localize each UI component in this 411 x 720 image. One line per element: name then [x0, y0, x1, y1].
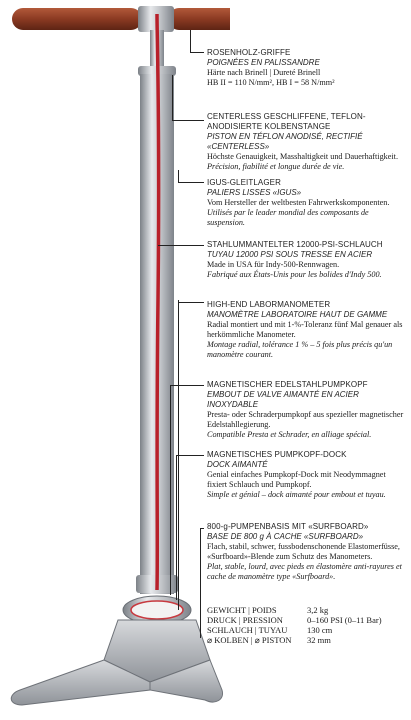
leader-line	[178, 302, 204, 303]
feature-igus-bearing	[207, 178, 407, 228]
feature-text: Vom Hersteller der weltbesten Fahrwerkskomponenten.	[207, 198, 390, 207]
feature-rosewood-grips	[207, 48, 407, 88]
feature-text: Genial einfaches Pumpkopf-Dock mit Neodymmagnet fixiert Schlauch und Pumpkopf.	[207, 470, 386, 489]
leader-line	[200, 528, 201, 638]
spec-value: 32 mm	[307, 635, 331, 645]
spec-key: SCHLAUCH | TUYAU	[207, 625, 288, 635]
feature-gauge	[207, 300, 407, 360]
spec-key: ⌀ KOLBEN | ⌀ PISTON	[207, 635, 292, 645]
leader-line	[170, 385, 204, 386]
feature-heading: STAHLUMMANTELTER 12000-PSI-SCHLAUCH	[207, 240, 383, 249]
feature-text: Radial montiert und mit 1-%-Toleranz fünf Mal genauer als herkömmliche Manometer.	[207, 320, 403, 339]
leader-line	[178, 182, 204, 183]
feature-text: Presta- oder Schraderpumpkopf aus spezieller magnetischer Edelstahllegierung.	[207, 410, 404, 429]
feature-heading-fr: DOCK AIMANTÉ	[207, 460, 268, 469]
feature-hose	[207, 240, 407, 280]
feature-heading-fr: EMBOUT DE VALVE AIMANTÉ EN ACIER INOXYDABLE	[207, 390, 359, 409]
spec-row	[207, 625, 407, 635]
leader-line	[178, 170, 179, 182]
feature-heading-fr: TUYAU 12000 PSI SOUS TRESSE EN ACIER	[207, 250, 373, 259]
feature-heading-fr: MANOMÈTRE LABORATOIRE HAUT DE GAMME	[207, 310, 388, 319]
feature-dock	[207, 450, 407, 500]
spec-value: 3,2 kg	[307, 605, 329, 615]
leader-line	[200, 528, 204, 529]
feature-text-fr: Compatible Presta et Schrader, en alliage spécial.	[207, 430, 372, 439]
spec-value: 0–160 PSI (0–11 Bar)	[307, 615, 382, 625]
spec-row	[207, 615, 407, 625]
leader-line	[176, 455, 177, 600]
feature-text: Härte nach Brinell | Dureté Brinell	[207, 68, 321, 77]
feature-heading-fr: PALIERS LISSES «IGUS»	[207, 188, 302, 197]
leader-line	[172, 120, 204, 121]
spec-value: 130 cm	[307, 625, 333, 635]
leader-line	[172, 75, 173, 120]
feature-text-fr: Précision, fiabilité et longue durée de vie.	[207, 162, 345, 171]
spec-row	[207, 605, 407, 615]
feature-text-fr: Utilisés par le leader mondial des composants de suspension.	[207, 208, 369, 227]
feature-heading: 800-g-PUMPENBASIS MIT «SURFBOARD»	[207, 522, 369, 531]
spec-key: DRUCK | PRESSION	[207, 615, 283, 625]
leader-line	[158, 245, 204, 246]
leader-line	[170, 385, 171, 595]
feature-text-fr: Simple et génial – dock aimanté pour embout et tuyau.	[207, 490, 386, 499]
rosewood-handle	[12, 6, 230, 32]
specs-table	[207, 605, 407, 645]
leader-line	[190, 52, 204, 53]
feature-heading-fr: POIGNÉES EN PALISSANDRE	[207, 58, 320, 67]
feature-piston-rod	[207, 112, 407, 172]
steel-braided-hose	[157, 14, 159, 590]
feature-text: Flach, stabil, schwer, fussbodenschonende Elastomerfüsse, «Surfboard»-Blende zum Schutz des Manometers.	[207, 542, 400, 561]
pump-base	[11, 620, 222, 705]
feature-heading-fr: BASE DE 800 g À CACHE «SURFBOARD»	[207, 532, 364, 541]
feature-heading: IGUS-GLEITLAGER	[207, 178, 281, 187]
feature-heading: MAGNETISCHER EDELSTAHLPUMPKOPF	[207, 380, 368, 389]
spec-row	[207, 635, 407, 645]
spec-key: GEWICHT | POIDS	[207, 605, 277, 615]
feature-text: Höchste Genauigkeit, Masshaltigkeit und Dauerhaftigkeit.	[207, 152, 398, 161]
feature-base	[207, 522, 407, 582]
feature-heading-fr: PISTON EN TÉFLON ANODISÉ, RECTIFIÉ «CENTERLESS»	[207, 132, 363, 151]
feature-text: HB II = 110 N/mm², HB I = 58 N/mm²	[207, 78, 335, 87]
feature-text: Made in USA für Indy-500-Rennwagen.	[207, 260, 340, 269]
feature-heading: CENTERLESS GESCHLIFFENE, TEFLON-ANODISIERTE KOLBENSTANGE	[207, 112, 366, 131]
feature-text-fr: Plat, stable, lourd, avec pieds en élastomère anti-rayures et cache de manomètre type «Surfboard».	[207, 562, 402, 581]
feature-heading: ROSENHOLZ-GRIFFE	[207, 48, 291, 57]
feature-heading: MAGNETISCHES PUMPKOPF-DOCK	[207, 450, 347, 459]
feature-pump-head	[207, 380, 407, 440]
leader-line	[190, 30, 191, 52]
leader-line	[176, 455, 204, 456]
feature-heading: HIGH-END LABORMANOMETER	[207, 300, 331, 309]
feature-text-fr: Montage radial, tolérance 1 % – 5 fois plus précis qu'un manomètre courant.	[207, 340, 393, 359]
feature-text-fr: Fabriqué aux États-Unis pour les bolides d'Indy 500.	[207, 270, 382, 279]
